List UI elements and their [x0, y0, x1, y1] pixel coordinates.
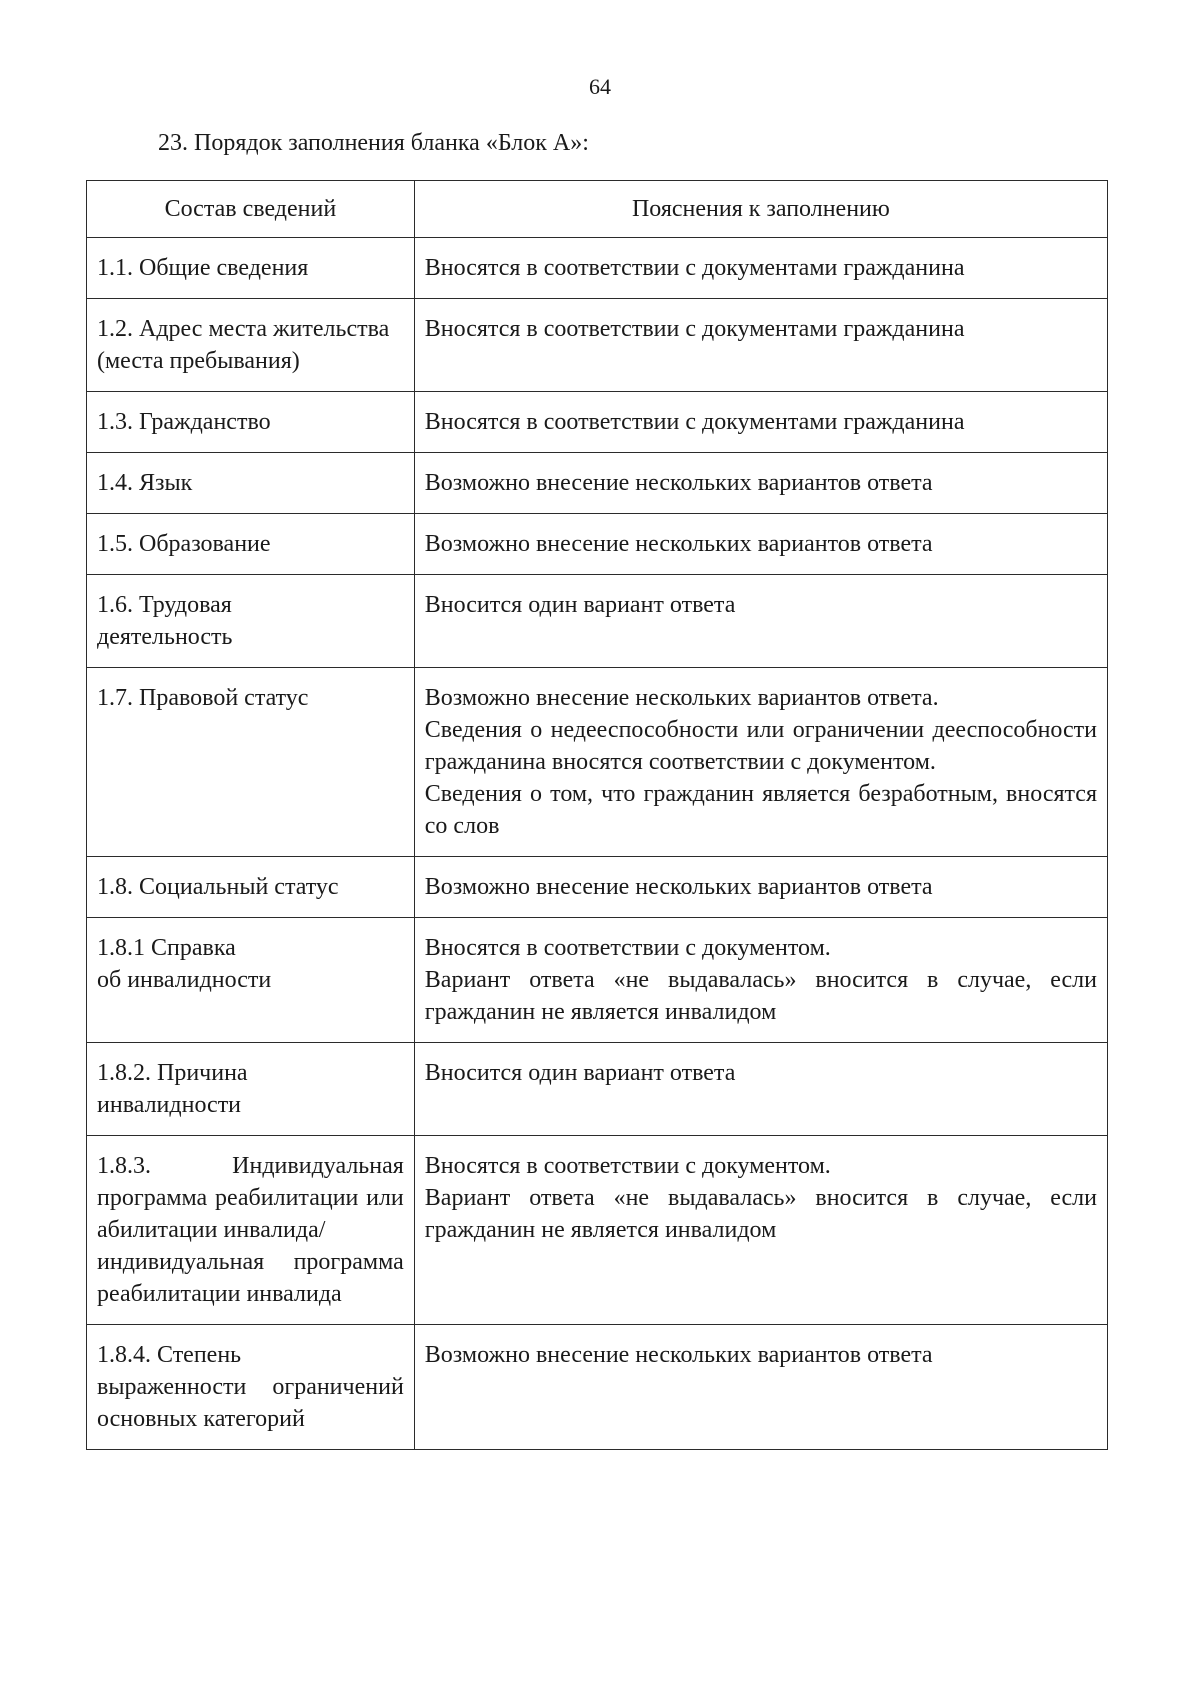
item-line: 1.8.4. Степень [97, 1342, 242, 1368]
column-header-notes: Пояснения к заполнению [414, 181, 1107, 238]
item-cell [87, 1043, 415, 1136]
note-cell [414, 857, 1107, 918]
item-line: 1.3. Гражданство [97, 409, 271, 435]
note-line: Вносится один вариант ответа [424, 1060, 736, 1086]
table-row [87, 1043, 1108, 1136]
table-row [87, 514, 1108, 575]
note-line: Возможно внесение нескольких вариантов ответа [424, 531, 933, 557]
note-cell [414, 238, 1107, 299]
table-row [87, 392, 1108, 453]
table-row [87, 668, 1108, 857]
note-line: Сведения о недееспособности или ограничении дееспособности гражданина вносятся соответствии с документом. [424, 717, 1097, 775]
item-line: 1.8.1 Справка [97, 935, 236, 961]
note-cell [414, 1325, 1107, 1450]
note-line: Вносятся в соответствии с документами гражданина [424, 255, 965, 281]
note-line: Сведения о том, что гражданин является безработным, вносятся со слов [424, 781, 1097, 839]
note-cell [414, 918, 1107, 1043]
note-line: Возможно внесение нескольких вариантов ответа [424, 1342, 933, 1368]
note-cell [414, 299, 1107, 392]
note-cell [414, 514, 1107, 575]
table-row [87, 1136, 1108, 1325]
item-cell [87, 392, 415, 453]
note-line: Вариант ответа «не выдавалась» вносится в случае, если гражданин не является инвалидом [424, 1185, 1097, 1243]
note-line: Вносятся в соответствии с документами гражданина [424, 409, 965, 435]
item-cell [87, 453, 415, 514]
table-row [87, 857, 1108, 918]
column-header-contents: Состав сведений [87, 181, 415, 238]
item-line: 1.1. Общие сведения [97, 255, 309, 281]
note-cell [414, 392, 1107, 453]
filling-rules-table [86, 180, 1108, 1450]
item-cell [87, 857, 415, 918]
item-line: инвалидности [97, 1092, 242, 1118]
note-line: Вносятся в соответствии с документом. [424, 1153, 831, 1179]
table-row [87, 299, 1108, 392]
item-line: об инвалидности [97, 967, 272, 993]
item-line: 1.8.2. Причина [97, 1060, 248, 1086]
page-number: 64 [589, 74, 611, 99]
note-line: Вносятся в соответствии с документом. [424, 935, 831, 961]
table-row [87, 453, 1108, 514]
item-line: 1.7. Правовой статус [97, 685, 309, 711]
item-cell [87, 238, 415, 299]
item-line: выраженности ограничений основных категорий [97, 1374, 404, 1432]
note-line: Возможно внесение нескольких вариантов ответа. [424, 685, 939, 711]
note-cell [414, 1136, 1107, 1325]
item-cell [87, 575, 415, 668]
note-cell [414, 668, 1107, 857]
item-cell [87, 514, 415, 575]
note-line: Вариант ответа «не выдавалась» вносится в случае, если гражданин не является инвалидом [424, 967, 1097, 1025]
item-line: 1.8. Социальный статус [97, 874, 339, 900]
item-line: 1.5. Образование [97, 531, 271, 557]
table-row [87, 238, 1108, 299]
item-line: 1.2. Адрес места жительства [97, 316, 390, 342]
note-line: Вносятся в соответствии с документами гражданина [424, 316, 965, 342]
item-cell [87, 668, 415, 857]
table-row [87, 575, 1108, 668]
table-row [87, 1325, 1108, 1450]
table-header-row [87, 181, 1108, 238]
item-cell [87, 1136, 415, 1325]
table-row [87, 918, 1108, 1043]
section-heading: 23. Порядок заполнения бланка «Блок А»: [158, 130, 589, 156]
item-line: деятельность [97, 624, 233, 650]
note-line: Возможно внесение нескольких вариантов ответа [424, 470, 933, 496]
item-line: 1.6. Трудовая [97, 592, 232, 618]
item-line: 1.8.3. Индивидуальная программа реабилитации или абилитации инвалида/ [97, 1153, 404, 1243]
note-cell [414, 1043, 1107, 1136]
note-cell [414, 453, 1107, 514]
item-line: индивидуальная программа реабилитации инвалида [97, 1249, 404, 1307]
item-line: 1.4. Язык [97, 470, 193, 496]
item-line: (места пребывания) [97, 348, 300, 374]
item-cell [87, 918, 415, 1043]
item-cell [87, 299, 415, 392]
note-line: Возможно внесение нескольких вариантов ответа [424, 874, 933, 900]
note-cell [414, 575, 1107, 668]
item-cell [87, 1325, 415, 1450]
note-line: Вносится один вариант ответа [424, 592, 736, 618]
